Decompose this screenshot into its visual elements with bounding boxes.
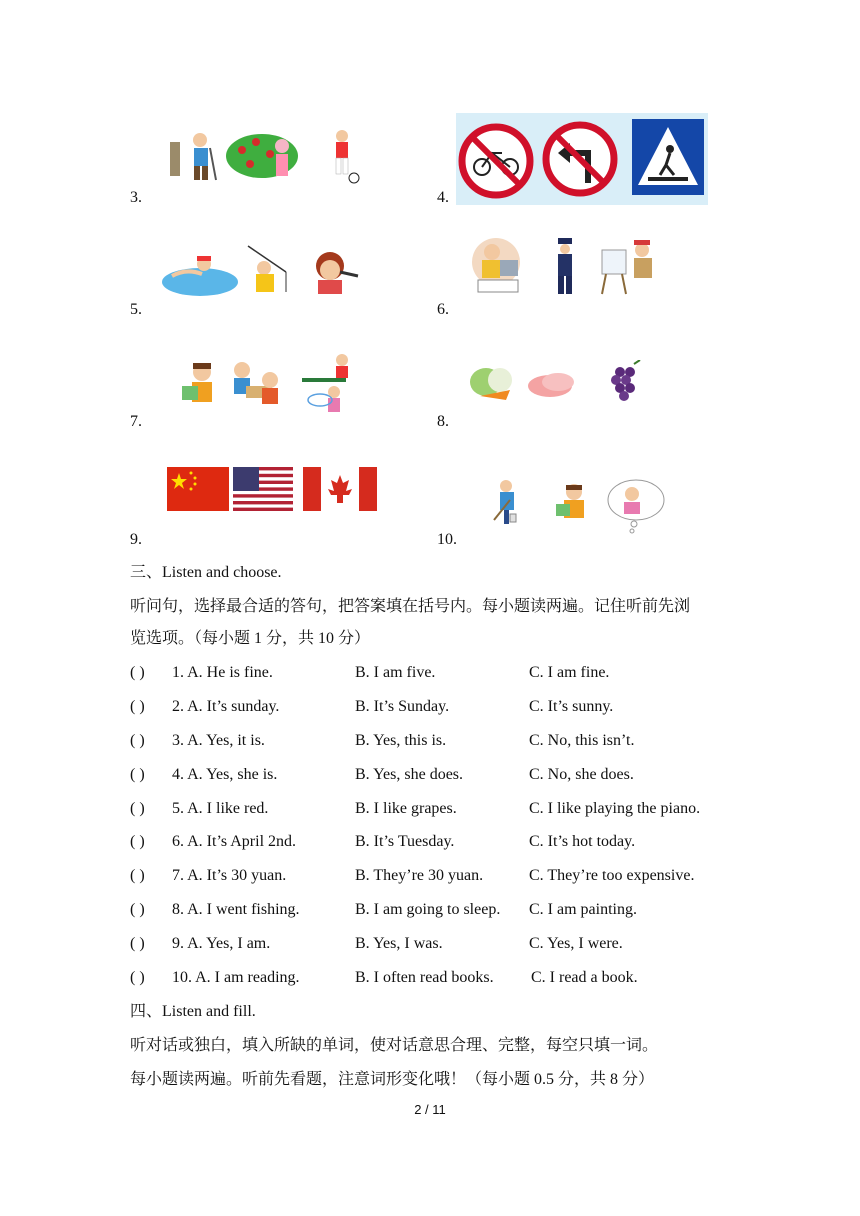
option-c: C. I read a book. (531, 969, 638, 986)
office-worker-icon (472, 238, 520, 292)
option-c: C. Yes, I were. (529, 935, 623, 952)
item-label-6: 6. (437, 301, 449, 318)
option-c: C. It’s hot today. (529, 833, 636, 850)
option-c: C. It’s sunny. (529, 698, 614, 715)
apple-picking-icon (226, 134, 298, 178)
option-a: 5. A. I like red. (172, 800, 269, 817)
answer-bracket[interactable]: ( ) (130, 867, 145, 884)
police-officer-icon (558, 238, 572, 294)
option-b: B. I am going to sleep. (355, 901, 501, 918)
option-c: C. They’re too expensive. (529, 867, 695, 884)
playing-ping-pong-icon (302, 354, 348, 412)
option-b: B. It’s Tuesday. (355, 833, 455, 850)
option-c: C. No, this isn’t. (529, 732, 635, 749)
option-a: 3. A. Yes, it is. (172, 732, 265, 749)
section3-heading: 三、Listen and choose. (130, 564, 282, 581)
section3-instruction-line1: 听问句，选择最合适的答句，把答案填在括号内。每小题读两遍。记住听前先浏 (130, 598, 691, 615)
singing-icon (316, 252, 358, 294)
usa-flag-icon (233, 467, 293, 511)
item-label-8: 8. (437, 413, 449, 430)
option-c: C. I am fine. (529, 664, 610, 681)
option-c: C. I like playing the piano. (529, 800, 701, 817)
answer-bracket[interactable]: ( ) (130, 732, 145, 749)
answer-bracket[interactable]: ( ) (130, 698, 145, 715)
option-b: B. Yes, this is. (355, 732, 447, 749)
item-label-9: 9. (130, 531, 142, 548)
answer-bracket[interactable]: ( ) (130, 969, 145, 986)
option-c: C. I am painting. (529, 901, 637, 918)
item-label-4: 4. (437, 189, 449, 206)
option-b: B. I often read books. (355, 969, 494, 986)
item-7-pictures (176, 350, 362, 418)
reading-boy-icon (182, 363, 212, 402)
item-label-7: 7. (130, 413, 142, 430)
item-label-10: 10. (437, 531, 457, 548)
option-a: 1. A. He is fine. (172, 664, 273, 681)
option-a: 2. A. It’s sunday. (172, 698, 280, 715)
answer-bracket[interactable]: ( ) (130, 935, 145, 952)
fishing-icon (248, 246, 286, 292)
vegetables-icon (470, 368, 512, 400)
option-a: 10. A. I am reading. (172, 969, 300, 986)
answer-bracket[interactable]: ( ) (130, 800, 145, 817)
section4-heading: 四、Listen and fill. (130, 1003, 256, 1020)
item-10-pictures (490, 476, 666, 536)
no-bicycles-sign-icon (462, 127, 530, 195)
item-8-pictures (466, 360, 650, 406)
section4-instruction-line1: 听对话或独白，填入所缺的单词，使对话意思合理、完整，每空只填一词。 (130, 1037, 659, 1054)
playing-chess-icon (234, 362, 278, 404)
option-c: C. No, she does. (529, 766, 634, 783)
option-a: 8. A. I went fishing. (172, 901, 300, 918)
option-a: 9. A. Yes, I am. (172, 935, 271, 952)
option-a: 7. A. It’s 30 yuan. (172, 867, 287, 884)
reading-book-icon (556, 484, 584, 518)
answer-bracket[interactable]: ( ) (130, 766, 145, 783)
ham-icon (528, 373, 574, 397)
option-b: B. It’s Sunday. (355, 698, 450, 715)
answer-bracket[interactable]: ( ) (130, 833, 145, 850)
no-left-turn-sign-icon (546, 125, 614, 193)
section4-instruction-line2: 每小题读两遍。听前先看题，注意词形变化哦！（每小题 0.5 分，共 8 分） (130, 1071, 655, 1088)
thinking-girl-icon (608, 480, 664, 533)
gardening-icon (170, 133, 216, 180)
answer-bracket[interactable]: ( ) (130, 664, 145, 681)
canada-flag-icon (303, 467, 377, 511)
option-b: B. I like grapes. (355, 800, 457, 817)
item-5-pictures (162, 242, 366, 298)
cleaning-floor-icon (494, 480, 516, 524)
item-4-pictures (456, 113, 708, 205)
item-6-pictures (470, 236, 666, 298)
soccer-player-icon (336, 130, 359, 183)
option-b: B. They’re 30 yuan. (355, 867, 484, 884)
swimming-icon (162, 256, 238, 296)
item-9-pictures (167, 467, 377, 513)
item-3-pictures (166, 128, 366, 184)
page-number: 2 / 11 (414, 1102, 446, 1117)
option-a: 4. A. Yes, she is. (172, 766, 278, 783)
item-label-5: 5. (130, 301, 142, 318)
option-b: B. Yes, she does. (355, 766, 464, 783)
answer-bracket[interactable]: ( ) (130, 901, 145, 918)
section3-instruction-line2: 览选项。（每小题 1 分，共 10 分） (130, 630, 371, 647)
grapes-icon (611, 360, 640, 401)
option-b: B. I am five. (355, 664, 436, 681)
pedestrian-crossing-sign-icon (632, 119, 704, 195)
item-label-3: 3. (130, 189, 142, 206)
option-b: B. Yes, I was. (355, 935, 443, 952)
painter-icon (602, 240, 652, 294)
china-flag-icon (167, 467, 229, 511)
option-a: 6. A. It’s April 2nd. (172, 833, 297, 850)
